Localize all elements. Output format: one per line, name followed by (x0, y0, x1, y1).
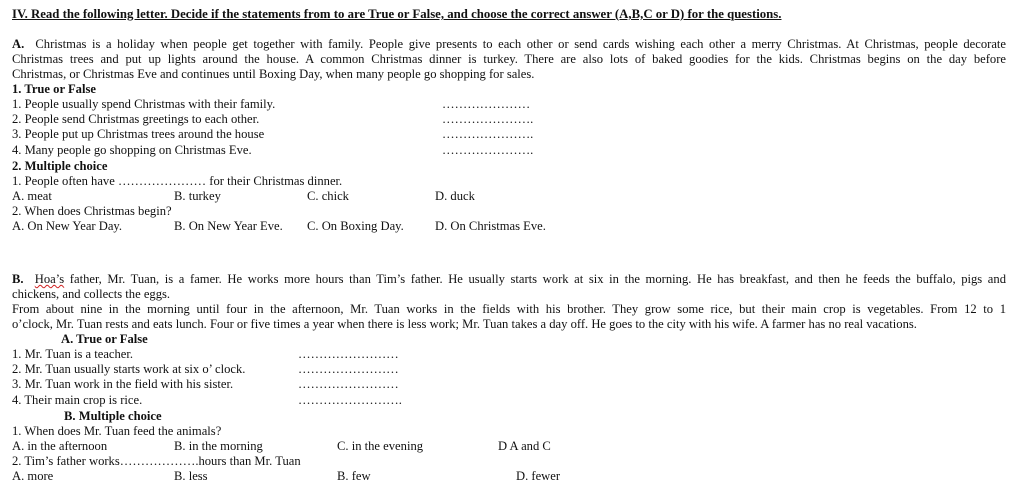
part-a-tf-answer-blank[interactable]: …………………. (442, 112, 534, 126)
part-a-mc-option[interactable]: C. On Boxing Day. (307, 219, 404, 233)
part-a-tf-heading: 1. True or False (12, 82, 96, 96)
part-a-passage-line-1 (12, 37, 1006, 52)
part-b-tf-answer-blank[interactable]: ……………………. (298, 393, 402, 407)
part-a-tf-statement: 2. People send Christmas greetings to each other. (12, 112, 260, 126)
part-a-passage-line-3: Christmas, or Christmas Eve and continues until Boxing Day, when many people go shopping for sales. (12, 67, 535, 81)
part-a-mc-heading: 2. Multiple choice (12, 159, 108, 173)
part-b-mc-question: 2. Tim’s father works……………….hours than Mr. Tuan (12, 454, 301, 468)
part-b-mc-option[interactable]: C. in the evening (337, 439, 424, 453)
part-a-mc-question: 2. When does Christmas begin? (12, 204, 172, 218)
worksheet-title: IV. Read the following letter. Decide if the statements from to are True or False, and choose the correct answer (A,B,C or D) for the questions. (12, 7, 782, 21)
part-b-tf-statement: 1. Mr. Tuan is a teacher. (12, 347, 134, 361)
part-b-mc-option[interactable]: A. more (12, 469, 54, 483)
part-b-mc-option[interactable]: D. fewer (516, 469, 561, 483)
part-a-mc-option[interactable]: A. On New Year Day. (12, 219, 123, 233)
part-b-name-word: Hoa’s (34, 272, 65, 286)
part-a-mc-option[interactable]: B. On New Year Eve. (174, 219, 283, 233)
part-b-tf-answer-blank[interactable]: …………………… (298, 347, 399, 361)
part-b-passage-line-1 (12, 272, 1006, 287)
part-b-mc-option[interactable]: D A and C (498, 439, 551, 453)
part-b-tf-statement: 3. Mr. Tuan work in the field with his sister. (12, 377, 234, 391)
part-a-mc-option[interactable]: D. duck (435, 189, 475, 203)
part-a-mc-option[interactable]: C. chick (307, 189, 349, 203)
part-a-tf-statement: 3. People put up Christmas trees around the house (12, 127, 265, 141)
part-b-mc-option[interactable]: B. less (174, 469, 208, 483)
part-b-tf-statement: 4. Their main crop is rice. (12, 393, 143, 407)
part-b-mc-heading: B. Multiple choice (64, 409, 162, 423)
part-b-passage-line-3: From about nine in the morning until four in the afternoon, Mr. Tuan works in the fields with his brother. They grow some rice, but their main crop is vegetables. From 12 to 1 (12, 302, 1006, 316)
part-b-passage-line-2: chickens, and collects the eggs. (12, 287, 171, 301)
part-b-tf-heading: A. True or False (61, 332, 148, 346)
part-b-tf-answer-blank[interactable]: …………………… (298, 362, 399, 376)
part-b-tf-answer-blank[interactable]: …………………… (298, 377, 399, 391)
part-b-mc-option[interactable]: A. in the afternoon (12, 439, 108, 453)
part-a-passage-line-2: Christmas trees and put up lights around the house. A common Christmas dinner is turkey. There are also lots of baked goodies for the kids. Christmas begins on the day before (12, 52, 1006, 66)
part-a-passage-text-1: Christmas is a holiday when people get together with family. People give presents to each other or send cards wishing each other a merry Christmas. At Christmas, people decorate (35, 37, 1007, 51)
part-a-tf-answer-blank[interactable]: …………………. (442, 127, 534, 141)
part-b-passage-text-1: father, Mr. Tuan, is a famer. He works more hours than Tim’s father. He usually starts work at six in the morning. He has breakfast, and then he feeds the buffalo, pigs and (69, 272, 1006, 286)
part-b-mc-option[interactable]: B. in the morning (174, 439, 263, 453)
part-a-mc-option[interactable]: B. turkey (174, 189, 221, 203)
part-a-tf-statement: 1. People usually spend Christmas with their family. (12, 97, 276, 111)
part-b-passage-line-4: o’clock, Mr. Tuan rests and eats lunch. Four or five times a year when there is less work; Mr. Tuan takes a day off. He goes to the city with his wife. A farmer has no real vacations. (12, 317, 917, 331)
part-a-tf-answer-blank[interactable]: …………………. (442, 143, 534, 157)
part-a-mc-option[interactable]: D. On Christmas Eve. (435, 219, 546, 233)
part-b-label: B. (12, 272, 24, 286)
part-a-mc-option[interactable]: A. meat (12, 189, 52, 203)
part-a-mc-question: 1. People often have ………………… for their Christmas dinner. (12, 174, 343, 188)
part-b-tf-statement: 2. Mr. Tuan usually starts work at six o’ clock. (12, 362, 246, 376)
part-b-mc-question: 1. When does Mr. Tuan feed the animals? (12, 424, 222, 438)
part-a-label: A. (12, 37, 25, 51)
part-a-tf-statement: 4. Many people go shopping on Christmas Eve. (12, 143, 252, 157)
part-b-mc-option[interactable]: B. few (337, 469, 371, 483)
part-a-tf-answer-blank[interactable]: ………………… (442, 97, 531, 111)
